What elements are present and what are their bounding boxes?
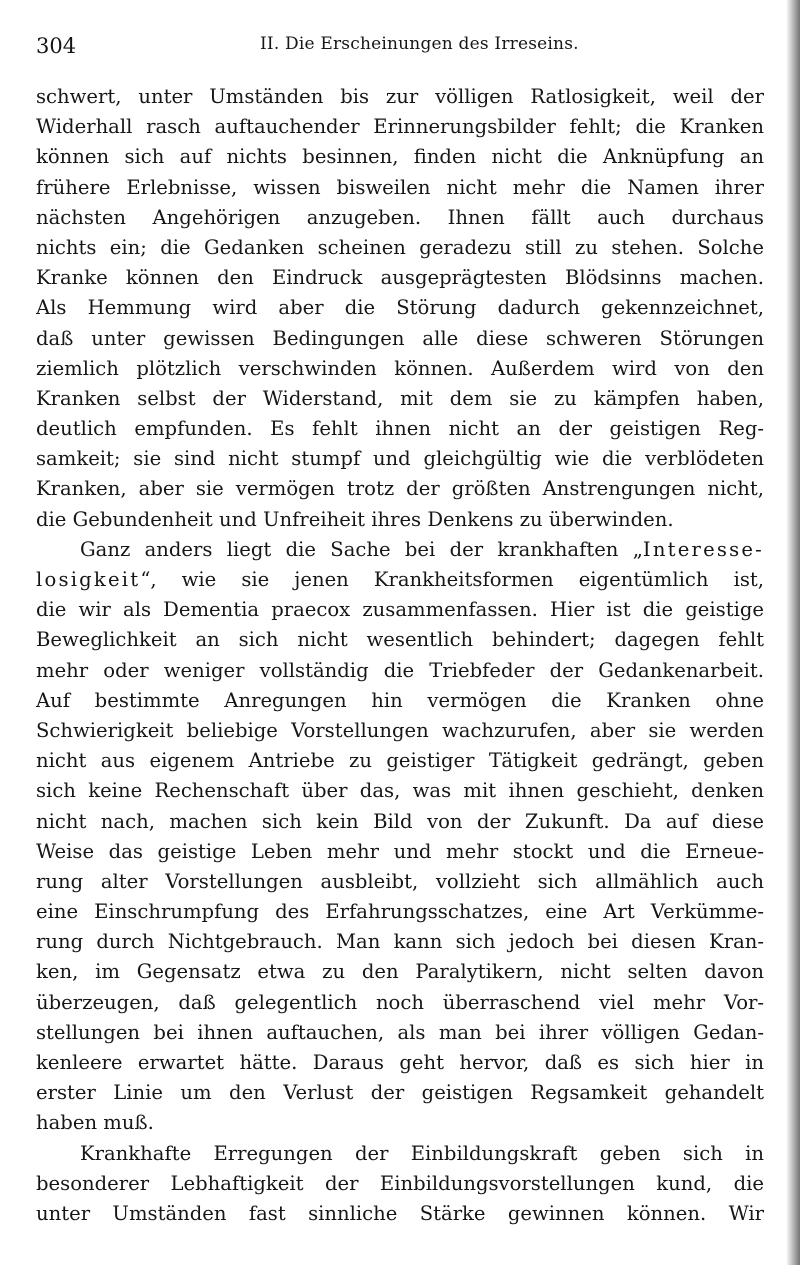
emphasized-term: Interesse- bbox=[642, 537, 764, 561]
paragraph-3 bbox=[36, 1139, 764, 1230]
text-line: überzeugen, daß gelegentlich noch überraschend viel mehr Vor- bbox=[36, 990, 764, 1014]
text-line: sich keine Rechenschaft über das, was mit ihnen geschieht, denken bbox=[36, 779, 764, 803]
text-line: rung alter Vorstellungen ausbleibt, vollzieht sich allmählich auch bbox=[36, 869, 764, 893]
text-line: Krankhafte Erregungen der Einbildungskraft geben sich in bbox=[80, 1141, 764, 1165]
text-line: die wir als Dementia praecox zusammenfassen. Hier ist die geistige bbox=[36, 598, 764, 622]
text-line: ziemlich plötzlich verschwinden können. Außerdem wird von den bbox=[36, 356, 764, 380]
text-line: rung durch Nichtgebrauch. Man kann sich jedoch bei diesen Kran- bbox=[36, 930, 764, 954]
text-run: Ganz anders liegt die Sache bei der krankhaften „ bbox=[80, 537, 643, 561]
page-header bbox=[36, 32, 756, 62]
text-line: erster Linie um den Verlust der geistigen Regsamkeit gehandelt bbox=[36, 1081, 764, 1105]
text-line: nichts ein; die Gedanken scheinen geradezu still zu stehen. Solche bbox=[36, 235, 764, 259]
text-line: stellungen bei ihnen auftauchen, als man bei ihrer völligen Gedan- bbox=[36, 1020, 764, 1044]
text-line: ken, im Gegensatz etwa zu den Paralytikern, nicht selten davon bbox=[36, 960, 764, 984]
text-line: nicht nach, machen sich kein Bild von der Zukunft. Da auf diese bbox=[36, 809, 764, 833]
text-line: daß unter gewissen Bedingungen alle diese schweren Störungen bbox=[36, 326, 764, 350]
text-line: frühere Erlebnisse, wissen bisweilen nicht mehr die Namen ihrer bbox=[36, 175, 764, 199]
text-line: Widerhall rasch auftauchender Erinnerungsbilder fehlt; die Kranken bbox=[36, 115, 764, 139]
text-line bbox=[36, 565, 764, 595]
text-line: mehr oder weniger vollständig die Triebfeder der Gedankenarbeit. bbox=[36, 658, 764, 682]
paragraph-2 bbox=[36, 535, 764, 1139]
page-number: 304 bbox=[36, 34, 77, 58]
text-line bbox=[36, 535, 764, 565]
text-line: unter Umständen fast sinnliche Stärke gewinnen können. Wir bbox=[36, 1201, 764, 1225]
text-line: Auf bestimmte Anregungen hin vermögen die Kranken ohne bbox=[36, 688, 764, 712]
page-edge-shadow bbox=[786, 0, 800, 1265]
emphasized-term: losigkeit bbox=[36, 568, 141, 591]
text-line: deutlich empfunden. Es fehlt ihnen nicht an der geistigen Reg- bbox=[36, 417, 764, 441]
text-line: können sich auf nichts besinnen, finden nicht die Anknüpfung an bbox=[36, 145, 764, 169]
text-line: Kranke können den Eindruck ausgeprägtesten Blödsinns machen. bbox=[36, 266, 764, 290]
text-line: besonderer Lebhaftigkeit der Einbildungsvorstellungen kund, die bbox=[36, 1171, 764, 1195]
text-line: Kranken selbst der Widerstand, mit dem sie zu kämpfen haben, bbox=[36, 386, 764, 410]
text-line: Schwierigkeit beliebige Vorstellungen wachzurufen, aber sie werden bbox=[36, 718, 764, 742]
body-text bbox=[36, 82, 764, 1229]
text-line: haben muß. bbox=[36, 1111, 154, 1135]
text-line: samkeit; sie sind nicht stumpf und gleichgültig wie die verblödeten bbox=[36, 447, 764, 471]
text-line: schwert, unter Umständen bis zur völligen Ratlosigkeit, weil der bbox=[36, 85, 764, 108]
text-line: nicht aus eigenem Antriebe zu geistiger Tätigkeit gedrängt, geben bbox=[36, 749, 764, 773]
text-line: Als Hemmung wird aber die Störung dadurch gekennzeichnet, bbox=[36, 296, 764, 320]
text-line: Kranken, aber sie vermögen trotz der größten Anstrengungen nicht, bbox=[36, 477, 764, 501]
running-head: II. Die Erscheinungen des Irreseins. bbox=[260, 34, 579, 54]
paragraph-1 bbox=[36, 82, 764, 535]
text-line: die Gebundenheit und Unfreiheit ihres Denkens zu überwinden. bbox=[36, 507, 674, 531]
text-line: kenleere erwartet hätte. Daraus geht hervor, daß es sich hier in bbox=[36, 1051, 764, 1074]
text-run: “, wie sie jenen Krankheitsformen eigentümlich ist, bbox=[140, 568, 764, 591]
text-line: nächsten Angehörigen anzugeben. Ihnen fällt auch durchaus bbox=[36, 205, 764, 229]
text-line: Beweglichkeit an sich nicht wesentlich behindert; dagegen fehlt bbox=[36, 628, 764, 652]
text-line: Weise das geistige Leben mehr und mehr stockt und die Erneue- bbox=[36, 839, 764, 863]
text-line: eine Einschrumpfung des Erfahrungsschatzes, eine Art Verkümme- bbox=[36, 900, 764, 924]
